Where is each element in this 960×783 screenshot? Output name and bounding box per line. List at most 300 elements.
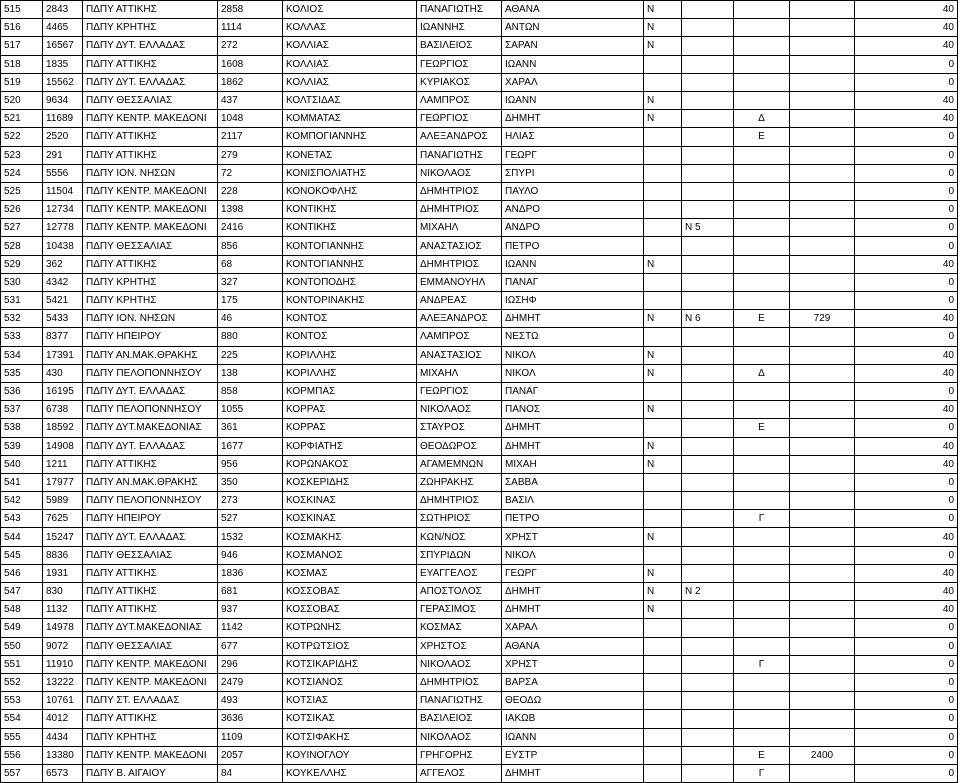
rank-cell: 551 — [1, 655, 43, 673]
note-cell — [682, 564, 734, 582]
first-name-cell: ΠΑΝΑΓΙΩΤΗΣ — [417, 146, 502, 164]
father-name-cell: ΝΕΣΤΩ — [502, 328, 644, 346]
father-name-cell: ΔΗΜΗΤ — [502, 583, 644, 601]
rank-cell: 547 — [1, 583, 43, 601]
registry-number-cell: 10761 — [43, 692, 83, 710]
flag-cell — [644, 273, 682, 291]
directorate-cell: ΠΔΠΥ ΠΕΛΟΠΟΝΝΗΣΟΥ — [83, 492, 218, 510]
code-cell: 493 — [218, 692, 283, 710]
surname-cell: ΚΟΡΦΙΑΤΗΣ — [283, 437, 417, 455]
note-cell — [682, 619, 734, 637]
rank-cell: 526 — [1, 201, 43, 219]
category-cell — [734, 564, 790, 582]
first-name-cell: ΔΗΜΗΤΡΙΟΣ — [417, 673, 502, 691]
father-name-cell: ΗΛΙΑΣ — [502, 128, 644, 146]
directorate-cell: ΠΔΠΥ ΚΡΗΤΗΣ — [83, 292, 218, 310]
table-row — [1, 710, 958, 728]
extra-value-cell — [790, 564, 855, 582]
code-cell: 1532 — [218, 528, 283, 546]
extra-value-cell — [790, 237, 855, 255]
code-cell: 1677 — [218, 437, 283, 455]
extra-value-cell — [790, 510, 855, 528]
table-row — [1, 346, 958, 364]
first-name-cell: ΓΡΗΓΟΡΗΣ — [417, 746, 502, 764]
flag-cell — [644, 746, 682, 764]
father-name-cell: ΣΑΒΒΑ — [502, 473, 644, 491]
table-row — [1, 437, 958, 455]
directorate-cell: ΠΔΠΥ ΑΤΤΙΚΗΣ — [83, 455, 218, 473]
category-cell — [734, 546, 790, 564]
table-row — [1, 91, 958, 109]
extra-value-cell — [790, 328, 855, 346]
surname-cell: ΚΟΣΚΙΝΑΣ — [283, 492, 417, 510]
extra-value-cell — [790, 528, 855, 546]
surname-cell: ΚΟΝΕΤΑΣ — [283, 146, 417, 164]
first-name-cell: ΓΕΩΡΓΙΟΣ — [417, 382, 502, 400]
extra-value-cell — [790, 73, 855, 91]
rank-cell: 546 — [1, 564, 43, 582]
table-row — [1, 255, 958, 273]
father-name-cell: ΙΩΑΝΝ — [502, 255, 644, 273]
directorate-cell: ΠΔΠΥ ΚΕΝΤΡ. ΜΑΚΕΔΟΝΙ — [83, 746, 218, 764]
category-cell: Γ — [734, 764, 790, 782]
note-cell: Ν 2 — [682, 583, 734, 601]
score-cell: 0 — [855, 473, 958, 491]
table-row — [1, 564, 958, 582]
table-row — [1, 419, 958, 437]
extra-value-cell — [790, 1, 855, 19]
father-name-cell: ΕΥΣΤΡ — [502, 746, 644, 764]
category-cell — [734, 728, 790, 746]
surname-cell: ΚΟΝΤΟΓΙΑΝΝΗΣ — [283, 237, 417, 255]
note-cell — [682, 764, 734, 782]
extra-value-cell — [790, 692, 855, 710]
rank-cell: 541 — [1, 473, 43, 491]
first-name-cell: ΠΑΝΑΓΙΩΤΗΣ — [417, 692, 502, 710]
directorate-cell: ΠΔΠΥ ΚΕΝΤΡ. ΜΑΚΕΔΟΝΙ — [83, 673, 218, 691]
score-cell: 0 — [855, 382, 958, 400]
registry-number-cell: 5556 — [43, 164, 83, 182]
surname-cell: ΚΟΤΣΙΑΣ — [283, 692, 417, 710]
first-name-cell: ΘΕΟΔΩΡΟΣ — [417, 437, 502, 455]
first-name-cell: ΙΩΑΝΝΗΣ — [417, 19, 502, 37]
rank-cell: 539 — [1, 437, 43, 455]
code-cell: 272 — [218, 37, 283, 55]
note-cell — [682, 419, 734, 437]
flag-cell — [644, 637, 682, 655]
code-cell: 2858 — [218, 1, 283, 19]
registry-number-cell: 6738 — [43, 401, 83, 419]
category-cell — [734, 292, 790, 310]
rank-cell: 550 — [1, 637, 43, 655]
category-cell — [734, 455, 790, 473]
first-name-cell: ΛΑΜΠΡΟΣ — [417, 91, 502, 109]
code-cell: 437 — [218, 91, 283, 109]
table-row — [1, 382, 958, 400]
registry-number-cell: 12778 — [43, 219, 83, 237]
surname-cell: ΚΟΤΣΙΚΑΡΙΔΗΣ — [283, 655, 417, 673]
first-name-cell: ΣΠΥΡΙΔΩΝ — [417, 546, 502, 564]
score-cell: 0 — [855, 637, 958, 655]
table-row — [1, 55, 958, 73]
directorate-cell: ΠΔΠΥ ΚΡΗΤΗΣ — [83, 728, 218, 746]
table-row — [1, 292, 958, 310]
first-name-cell: ΝΙΚΟΛΑΟΣ — [417, 655, 502, 673]
category-cell: Γ — [734, 655, 790, 673]
flag-cell — [644, 201, 682, 219]
father-name-cell: ΓΕΩΡΓ — [502, 564, 644, 582]
flag-cell — [644, 673, 682, 691]
first-name-cell: ΔΗΜΗΤΡΙΟΣ — [417, 182, 502, 200]
surname-cell: ΚΟΣΣΟΒΑΣ — [283, 583, 417, 601]
extra-value-cell — [790, 37, 855, 55]
flag-cell — [644, 492, 682, 510]
rank-cell: 521 — [1, 110, 43, 128]
flag-cell: Ν — [644, 601, 682, 619]
registry-number-cell: 830 — [43, 583, 83, 601]
first-name-cell: ΧΡΗΣΤΟΣ — [417, 637, 502, 655]
category-cell — [734, 401, 790, 419]
father-name-cell: ΠΑΝΟΣ — [502, 401, 644, 419]
table-row — [1, 201, 958, 219]
first-name-cell: ΔΗΜΗΤΡΙΟΣ — [417, 492, 502, 510]
surname-cell: ΚΟΛΛΑΣ — [283, 19, 417, 37]
score-cell: 0 — [855, 146, 958, 164]
rank-cell: 556 — [1, 746, 43, 764]
rank-cell: 519 — [1, 73, 43, 91]
note-cell — [682, 273, 734, 291]
flag-cell — [644, 146, 682, 164]
code-cell: 1114 — [218, 19, 283, 37]
table-row — [1, 19, 958, 37]
flag-cell — [644, 692, 682, 710]
father-name-cell: ΒΑΣΙΛ — [502, 492, 644, 510]
first-name-cell: ΣΤΑΥΡΟΣ — [417, 419, 502, 437]
code-cell: 880 — [218, 328, 283, 346]
first-name-cell: ΓΕΡΑΣΙΜΟΣ — [417, 601, 502, 619]
surname-cell: ΚΟΝΤΟΓΙΑΝΝΗΣ — [283, 255, 417, 273]
category-cell — [734, 73, 790, 91]
father-name-cell: ΔΗΜΗΤ — [502, 601, 644, 619]
registry-number-cell: 1931 — [43, 564, 83, 582]
table-row — [1, 637, 958, 655]
score-cell: 40 — [855, 437, 958, 455]
rank-cell: 537 — [1, 401, 43, 419]
registry-number-cell: 11910 — [43, 655, 83, 673]
extra-value-cell — [790, 292, 855, 310]
score-cell: 0 — [855, 673, 958, 691]
first-name-cell: ΣΩΤΗΡΙΟΣ — [417, 510, 502, 528]
surname-cell: ΚΟΣΣΟΒΑΣ — [283, 601, 417, 619]
extra-value-cell — [790, 401, 855, 419]
rank-cell: 525 — [1, 182, 43, 200]
surname-cell: ΚΟΡΩΝΑΚΟΣ — [283, 455, 417, 473]
table-row — [1, 692, 958, 710]
registry-number-cell: 5989 — [43, 492, 83, 510]
father-name-cell: ΠΑΥΛΟ — [502, 182, 644, 200]
registry-number-cell: 6573 — [43, 764, 83, 782]
code-cell: 46 — [218, 310, 283, 328]
score-cell: 0 — [855, 764, 958, 782]
rank-cell: 554 — [1, 710, 43, 728]
score-cell: 40 — [855, 401, 958, 419]
code-cell: 2416 — [218, 219, 283, 237]
score-cell: 40 — [855, 601, 958, 619]
registry-number-cell: 13380 — [43, 746, 83, 764]
surname-cell: ΚΟΛΛΙΑΣ — [283, 37, 417, 55]
code-cell: 1109 — [218, 728, 283, 746]
first-name-cell: ΖΩΗΡΑΚΗΣ — [417, 473, 502, 491]
score-cell: 40 — [855, 346, 958, 364]
table-row — [1, 455, 958, 473]
flag-cell — [644, 728, 682, 746]
extra-value-cell — [790, 91, 855, 109]
father-name-cell: ΝΙΚΟΛ — [502, 546, 644, 564]
score-cell: 0 — [855, 219, 958, 237]
score-cell: 0 — [855, 728, 958, 746]
registry-number-cell: 17391 — [43, 346, 83, 364]
category-cell: Ε — [734, 310, 790, 328]
code-cell: 361 — [218, 419, 283, 437]
table-body — [1, 1, 958, 783]
surname-cell: ΚΟΛΙΟΣ — [283, 1, 417, 19]
registry-number-cell: 430 — [43, 364, 83, 382]
directorate-cell: ΠΔΠΥ ΑΤΤΙΚΗΣ — [83, 601, 218, 619]
flag-cell: Ν — [644, 1, 682, 19]
table-row — [1, 583, 958, 601]
flag-cell: Ν — [644, 310, 682, 328]
flag-cell: Ν — [644, 110, 682, 128]
table-row — [1, 728, 958, 746]
rank-cell: 518 — [1, 55, 43, 73]
directorate-cell: ΠΔΠΥ ΚΡΗΤΗΣ — [83, 19, 218, 37]
extra-value-cell — [790, 601, 855, 619]
extra-value-cell — [790, 346, 855, 364]
flag-cell: Ν — [644, 583, 682, 601]
surname-cell: ΚΟΛΛΙΑΣ — [283, 55, 417, 73]
code-cell: 279 — [218, 146, 283, 164]
note-cell — [682, 328, 734, 346]
flag-cell — [644, 164, 682, 182]
rank-cell: 534 — [1, 346, 43, 364]
code-cell: 68 — [218, 255, 283, 273]
score-cell: 0 — [855, 492, 958, 510]
father-name-cell: ΣΠΥΡΙ — [502, 164, 644, 182]
category-cell — [734, 692, 790, 710]
table-row — [1, 528, 958, 546]
rank-cell: 545 — [1, 546, 43, 564]
directorate-cell: ΠΔΠΥ ΑΤΤΙΚΗΣ — [83, 128, 218, 146]
extra-value-cell — [790, 219, 855, 237]
flag-cell: Ν — [644, 37, 682, 55]
registry-number-cell: 362 — [43, 255, 83, 273]
table-row — [1, 492, 958, 510]
surname-cell: ΚΟΣΜΑΝΟΣ — [283, 546, 417, 564]
extra-value-cell — [790, 182, 855, 200]
father-name-cell: ΙΩΑΝΝ — [502, 55, 644, 73]
code-cell: 1142 — [218, 619, 283, 637]
first-name-cell: ΚΩΝ/ΝΟΣ — [417, 528, 502, 546]
category-cell — [734, 219, 790, 237]
registry-number-cell: 10438 — [43, 237, 83, 255]
note-cell — [682, 346, 734, 364]
directorate-cell: ΠΔΠΥ ΑΤΤΙΚΗΣ — [83, 255, 218, 273]
directorate-cell: ΠΔΠΥ ΑΤΤΙΚΗΣ — [83, 710, 218, 728]
registry-number-cell: 18592 — [43, 419, 83, 437]
category-cell — [734, 673, 790, 691]
directorate-cell: ΠΔΠΥ ΑΝ.ΜΑΚ.ΘΡΑΚΗΣ — [83, 346, 218, 364]
table-row — [1, 237, 958, 255]
code-cell: 1048 — [218, 110, 283, 128]
first-name-cell: ΝΙΚΟΛΑΟΣ — [417, 401, 502, 419]
registry-number-cell: 1211 — [43, 455, 83, 473]
score-cell: 0 — [855, 510, 958, 528]
surname-cell: ΚΟΣΜΑΚΗΣ — [283, 528, 417, 546]
first-name-cell: ΝΙΚΟΛΑΟΣ — [417, 728, 502, 746]
directorate-cell: ΠΔΠΥ ΚΕΝΤΡ. ΜΑΚΕΔΟΝΙ — [83, 110, 218, 128]
score-cell: 40 — [855, 19, 958, 37]
registry-number-cell: 8377 — [43, 328, 83, 346]
flag-cell — [644, 510, 682, 528]
registry-number-cell: 4465 — [43, 19, 83, 37]
score-cell: 0 — [855, 746, 958, 764]
extra-value-cell — [790, 364, 855, 382]
score-cell: 0 — [855, 164, 958, 182]
registry-number-cell: 4434 — [43, 728, 83, 746]
surname-cell: ΚΟΥΙΝΟΓΛΟΥ — [283, 746, 417, 764]
rank-cell: 522 — [1, 128, 43, 146]
code-cell: 72 — [218, 164, 283, 182]
rank-cell: 530 — [1, 273, 43, 291]
rank-cell: 527 — [1, 219, 43, 237]
extra-value-cell — [790, 546, 855, 564]
registry-number-cell: 9072 — [43, 637, 83, 655]
father-name-cell: ΧΑΡΑΛ — [502, 73, 644, 91]
note-cell — [682, 164, 734, 182]
category-cell — [734, 328, 790, 346]
first-name-cell: ΑΛΕΞΑΝΔΡΟΣ — [417, 310, 502, 328]
surname-cell: ΚΟΝΟΚΟΦΛΗΣ — [283, 182, 417, 200]
flag-cell — [644, 473, 682, 491]
category-cell — [734, 1, 790, 19]
surname-cell: ΚΟΣΚΙΝΑΣ — [283, 510, 417, 528]
directorate-cell: ΠΔΠΥ Β. ΑΙΓΑΙΟΥ — [83, 764, 218, 782]
flag-cell — [644, 73, 682, 91]
code-cell: 350 — [218, 473, 283, 491]
father-name-cell: ΔΗΜΗΤ — [502, 437, 644, 455]
directorate-cell: ΠΔΠΥ ΠΕΛΟΠΟΝΝΗΣΟΥ — [83, 401, 218, 419]
code-cell: 956 — [218, 455, 283, 473]
category-cell — [734, 201, 790, 219]
note-cell — [682, 746, 734, 764]
score-cell: 0 — [855, 419, 958, 437]
extra-value-cell — [790, 655, 855, 673]
extra-value-cell — [790, 728, 855, 746]
first-name-cell: ΚΟΣΜΑΣ — [417, 619, 502, 637]
father-name-cell: ΑΘΑΝΑ — [502, 1, 644, 19]
directorate-cell: ΠΔΠΥ ΘΕΣΣΑΛΙΑΣ — [83, 91, 218, 109]
first-name-cell: ΜΙΧΑΗΛ — [417, 364, 502, 382]
code-cell: 937 — [218, 601, 283, 619]
directorate-cell: ΠΔΠΥ ΔΥΤ.ΜΑΚΕΔΟΝΙΑΣ — [83, 619, 218, 637]
first-name-cell: ΚΥΡΙΑΚΟΣ — [417, 73, 502, 91]
flag-cell: Ν — [644, 437, 682, 455]
rank-cell: 543 — [1, 510, 43, 528]
first-name-cell: ΠΑΝΑΓΙΩΤΗΣ — [417, 1, 502, 19]
first-name-cell: ΑΛΕΞΑΝΔΡΟΣ — [417, 128, 502, 146]
flag-cell — [644, 219, 682, 237]
note-cell — [682, 292, 734, 310]
extra-value-cell: 729 — [790, 310, 855, 328]
category-cell — [734, 37, 790, 55]
code-cell: 1862 — [218, 73, 283, 91]
first-name-cell: ΕΥΑΓΓΕΛΟΣ — [417, 564, 502, 582]
father-name-cell: ΜΙΧΑΗ — [502, 455, 644, 473]
directorate-cell: ΠΔΠΥ ΔΥΤ.ΜΑΚΕΔΟΝΙΑΣ — [83, 419, 218, 437]
table-row — [1, 673, 958, 691]
category-cell — [734, 528, 790, 546]
registry-number-cell: 291 — [43, 146, 83, 164]
surname-cell: ΚΟΣΜΑΣ — [283, 564, 417, 582]
code-cell: 228 — [218, 182, 283, 200]
surname-cell: ΚΟΥΚΕΛΛΗΣ — [283, 764, 417, 782]
category-cell — [734, 237, 790, 255]
directorate-cell: ΠΔΠΥ ΣΤ. ΕΛΛΑΔΑΣ — [83, 692, 218, 710]
directorate-cell: ΠΔΠΥ ΑΤΤΙΚΗΣ — [83, 583, 218, 601]
note-cell — [682, 728, 734, 746]
score-cell: 0 — [855, 710, 958, 728]
first-name-cell: ΛΑΜΠΡΟΣ — [417, 328, 502, 346]
registry-number-cell: 12734 — [43, 201, 83, 219]
code-cell: 225 — [218, 346, 283, 364]
extra-value-cell — [790, 673, 855, 691]
flag-cell: Ν — [644, 255, 682, 273]
note-cell — [682, 401, 734, 419]
flag-cell: Ν — [644, 564, 682, 582]
surname-cell: ΚΟΜΠΟΓΙΑΝΝΗΣ — [283, 128, 417, 146]
rank-cell: 535 — [1, 364, 43, 382]
code-cell: 3636 — [218, 710, 283, 728]
surname-cell: ΚΟΡΙΛΛΗΣ — [283, 346, 417, 364]
table-row — [1, 182, 958, 200]
surname-cell: ΚΟΝΤΟΡΙΝΑΚΗΣ — [283, 292, 417, 310]
code-cell: 681 — [218, 583, 283, 601]
first-name-cell: ΓΕΩΡΓΙΟΣ — [417, 110, 502, 128]
table-row — [1, 473, 958, 491]
score-cell: 40 — [855, 564, 958, 582]
registry-number-cell: 14978 — [43, 619, 83, 637]
score-cell: 0 — [855, 73, 958, 91]
table-row — [1, 764, 958, 782]
note-cell: Ν 6 — [682, 310, 734, 328]
directorate-cell: ΠΔΠΥ ΙΟΝ. ΝΗΣΩΝ — [83, 310, 218, 328]
note-cell — [682, 601, 734, 619]
note-cell — [682, 364, 734, 382]
surname-cell: ΚΟΝΤΙΚΗΣ — [283, 201, 417, 219]
score-cell: 0 — [855, 692, 958, 710]
note-cell — [682, 37, 734, 55]
registry-number-cell: 16567 — [43, 37, 83, 55]
category-cell: Δ — [734, 364, 790, 382]
note-cell — [682, 255, 734, 273]
registry-number-cell: 14908 — [43, 437, 83, 455]
category-cell — [734, 55, 790, 73]
code-cell: 327 — [218, 273, 283, 291]
table-row — [1, 401, 958, 419]
surname-cell: ΚΟΣΚΕΡΙΔΗΣ — [283, 473, 417, 491]
note-cell — [682, 128, 734, 146]
registry-number-cell: 8836 — [43, 546, 83, 564]
